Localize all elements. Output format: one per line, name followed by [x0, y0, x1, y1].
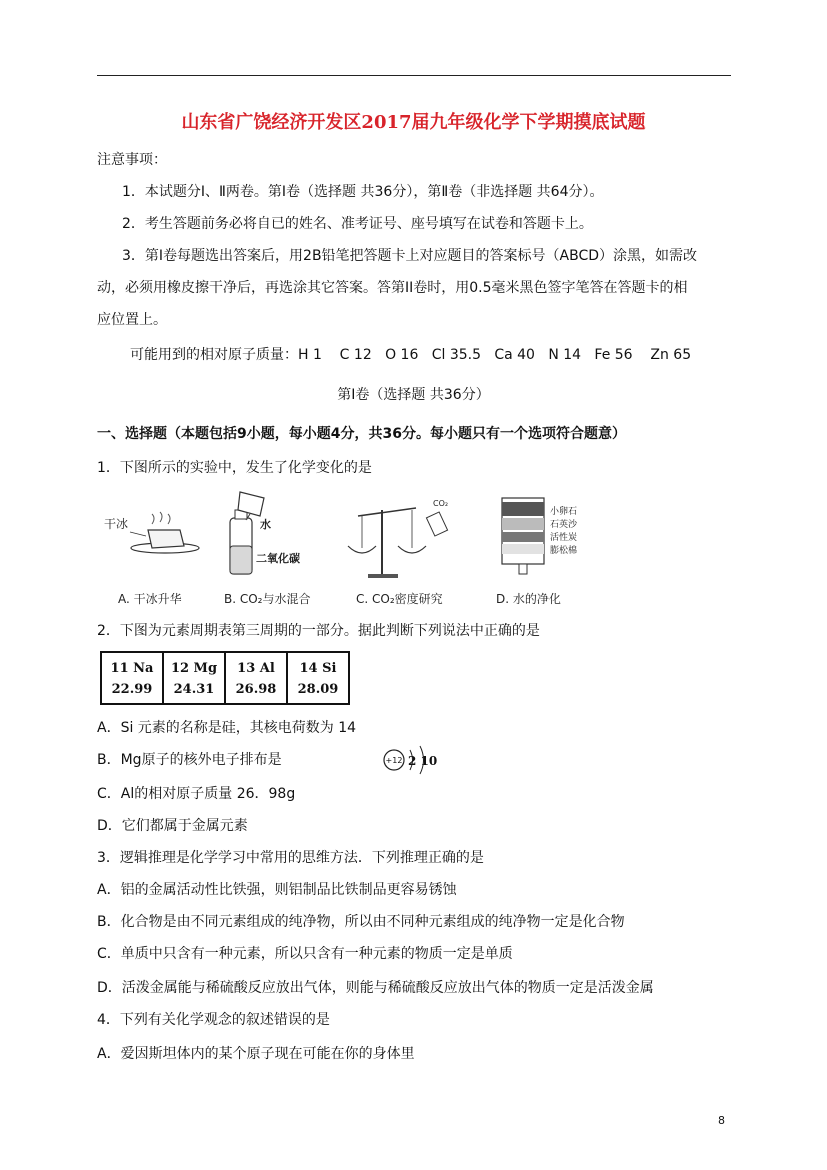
caption-c: C. CO₂密度研究	[356, 592, 443, 606]
q2-option-a: A．Si 元素的名称是硅，其核电荷数为 14	[97, 720, 357, 736]
question-2-stem: 2．下图为元素周期表第三周期的一部分。据此判断下列说法中正确的是	[97, 623, 540, 639]
dry-ice-illustration	[104, 512, 199, 553]
nucleus-charge: +12	[385, 756, 403, 765]
periodic-table-fragment	[100, 651, 350, 705]
q3-option-a: A．铝的金属活动性比铁强，则铝制品比铁制品更容易锈蚀	[97, 882, 457, 898]
q4-option-a: A．爱因斯坦体内的某个原子现在可能在你的身体里	[97, 1046, 415, 1062]
caption-a: A. 干冰升华	[118, 592, 182, 606]
question-1-stem: 1．下图所示的实验中，发生了化学变化的是	[97, 460, 372, 476]
label-pebble: 小卵石	[550, 507, 578, 517]
q2-option-d: D．它们都属于金属元素	[97, 818, 248, 834]
label-activated-carbon: 活性炭	[550, 533, 578, 543]
label-water: 水	[260, 518, 271, 531]
q3-option-c: C．单质中只含有一种元素，所以只含有一种元素的物质一定是单质	[97, 946, 513, 962]
question-3-stem: 3．逻辑推理是化学学习中常用的思维方法．下列推理正确的是	[97, 850, 484, 866]
q2-option-c: C．Al的相对原子质量 26．98g	[97, 786, 296, 802]
page-number: 8	[718, 1114, 725, 1127]
label-cotton: 膨松棉	[550, 546, 578, 556]
electron-shells: 2 10	[408, 754, 438, 768]
q3-option-d: D．活泼金属能与稀硫酸反应放出气体，则能与稀硫酸反应放出气体的物质一定是活泼金属	[97, 980, 654, 996]
balance-illustration	[348, 499, 448, 578]
element-symbol: 12 Mg	[170, 661, 218, 676]
part-1-heading: 一、选择题（本题包括9小题，每小题4分，共36分。每小题只有一个选项符合题意）	[97, 426, 626, 442]
experiment-illustrations	[100, 490, 590, 590]
label-co2-bottle: 二氧化碳	[256, 552, 300, 565]
label-dry-ice: 干冰	[104, 517, 129, 531]
note-item-3-line-1: 3．第Ⅰ卷每题选出答案后，用2B铅笔把答题卡上对应题目的答案标号（ABCD）涂黑，如需改	[122, 248, 698, 264]
element-cell-mg	[163, 652, 225, 704]
element-cell-si	[287, 652, 349, 704]
co2-water-illustration	[230, 492, 300, 574]
note-item-3-line-3: 应位置上。	[97, 312, 167, 328]
element-mass: 22.99	[111, 682, 153, 697]
notes-heading: 注意事项：	[97, 152, 167, 168]
element-cell-al	[225, 652, 287, 704]
atomic-masses-line: 可能用到的相对原子质量：H 1 C 12 O 16 Cl 35.5 Ca 40 N 14 Fe 56 Zn 65	[130, 347, 692, 363]
question-1-figure	[100, 490, 590, 612]
mg-atom-structure-diagram	[382, 738, 448, 782]
water-purifier-illustration	[502, 498, 578, 574]
caption-b: B. CO₂与水混合	[224, 592, 311, 606]
element-mass: 28.09	[297, 682, 339, 697]
element-mass: 26.98	[235, 682, 277, 697]
label-quartz-sand: 石英沙	[550, 520, 578, 530]
element-cell-na	[101, 652, 163, 704]
label-co2-gas: CO₂	[433, 499, 449, 508]
exam-title: 山东省广饶经济开发区2017届九年级化学下学期摸底试题	[181, 112, 646, 133]
element-symbol: 11 Na	[110, 661, 154, 676]
q3-option-b: B．化合物是由不同元素组成的纯净物，所以由不同种元素组成的纯净物一定是化合物	[97, 914, 625, 930]
question-4-stem: 4．下列有关化学观念的叙述错误的是	[97, 1012, 330, 1028]
element-symbol: 13 Al	[237, 661, 275, 676]
note-item-2: 2．考生答题前务必将自已的姓名、准考证号、座号填写在试卷和答题卡上。	[122, 216, 593, 232]
element-symbol: 14 Si	[299, 661, 337, 676]
note-item-1: 1．本试题分Ⅰ、Ⅱ两卷。第Ⅰ卷（选择题 共36分），第Ⅱ卷（非选择题 共64分）。	[122, 184, 604, 200]
note-item-3-line-2: 动，必须用橡皮擦干净后，再选涂其它答案。答第II卷时，用0.5毫米黑色签字笔答在答题卡的相	[97, 280, 688, 296]
section-1-header: 第Ⅰ卷（选择题 共36分）	[337, 387, 490, 403]
q2-option-b: B．Mg原子的核外电子排布是	[97, 752, 282, 768]
caption-d: D. 水的净化	[496, 592, 561, 606]
header-rule	[97, 75, 731, 76]
element-mass: 24.31	[173, 682, 215, 697]
